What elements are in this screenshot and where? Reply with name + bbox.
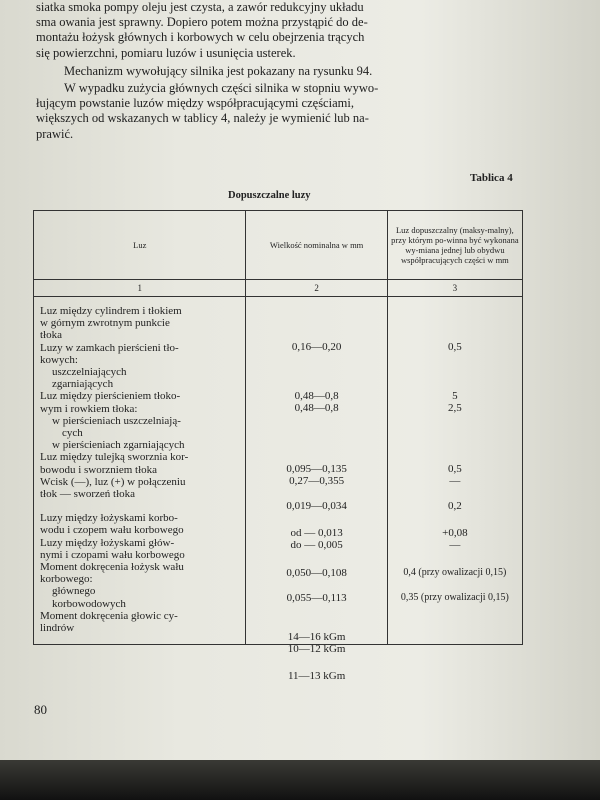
nominal-value: 0,27—0,355 [289, 475, 345, 487]
clearance-names-cell [34, 297, 246, 645]
intro-line: montażu łożysk głównych i korbowych w celu obejrzenia trących [36, 30, 365, 45]
intro-text [36, 0, 536, 142]
allowable-values-cell [387, 297, 522, 645]
column-number: 3 [387, 280, 522, 297]
row-label: Luzy w zamkach pierścieni tło- [40, 341, 179, 354]
row-label: Luzy między łożyskami korbo- [40, 512, 178, 525]
header-col3: Luz dopuszczalny (maksy-malny), przy którym po-winna być wykonana wy-miana jednej lub obydwu współpracujących części w mm [387, 211, 522, 280]
row-label: w pierścieniach uszczelniają- [52, 414, 181, 427]
row-label: uszczelniających [52, 366, 127, 379]
intro-line: się powierzchni, pomiaru luzów i usunięcia usterek. [36, 45, 296, 60]
allowable-value: 2,5 [448, 402, 462, 414]
row-label: tłoka [40, 329, 62, 342]
allowable-value: 0,4 (przy owalizacji 0,15) [403, 567, 507, 578]
clearances-table [33, 210, 523, 682]
paragraph-line: prawić. [36, 126, 74, 141]
figure-reference-paragraph: Mechanizm wywołujący silnika jest pokazany na rysunku 94. [64, 63, 373, 78]
nominal-value: 14—16 kGm [287, 631, 346, 643]
row-label: korbowodowych [52, 597, 126, 610]
nominal-values-cell [246, 297, 387, 682]
nominal-value: 0,16—0,20 [291, 341, 342, 353]
nominal-value: 0,055—0,113 [286, 592, 347, 604]
table-caption: Dopuszczalne luzy [228, 190, 311, 201]
row-label: w górnym zwrotnym punkcie [40, 317, 170, 330]
allowable-value: 0,5 [448, 341, 462, 353]
allowable-value: 0,5 [448, 463, 462, 475]
nominal-value: 0,48—0,8 [294, 402, 339, 414]
intro-line: siatka smoka pompy oleju jest czysta, a zawór redukcyjny układu [36, 0, 364, 14]
nominal-value: 10—12 kGm [287, 643, 346, 655]
row-label [40, 500, 242, 512]
allowable-value: 0,2 [448, 500, 462, 512]
page-number: 80 [34, 702, 47, 717]
row-label: wodu i czopem wału korbowego [40, 524, 184, 537]
nominal-value: 0,48—0,8 [294, 390, 339, 402]
nominal-value: 0,019—0,034 [286, 500, 347, 512]
row-label: Moment dokręcenia głowic cy- [40, 609, 178, 622]
intro-line: sma owania jest sprawny. Dopiero potem można przystąpić do de- [36, 15, 368, 30]
row-label: kowych: [40, 353, 78, 366]
row-label: Luz między tulejką sworznia kor- [40, 451, 189, 464]
allowable-value: — [449, 539, 461, 551]
row-label: nymi i czopami wału korbowego [40, 548, 185, 561]
row-label: tłok — sworzeń tłoka [40, 488, 136, 501]
column-number: 1 [34, 280, 246, 297]
background-surface [0, 760, 600, 800]
nominal-value: od — 0,013 [290, 527, 343, 539]
row-label: Luz między pierścieniem tłoko- [40, 390, 181, 403]
header-col2: Wielkość nominalna w mm [246, 211, 387, 280]
nominal-value: 0,050—0,108 [286, 567, 347, 579]
nominal-value: 0,095—0,135 [286, 463, 347, 475]
paragraph-line: łującym powstanie luzów między współpracującymi częściami, [36, 96, 354, 111]
row-label: Wcisk (—), luz (+) w połączeniu [40, 475, 186, 488]
paragraph-line: większych od wskazanych w tablicy 4, należy je wymienić lub na- [36, 111, 369, 126]
row-label: wym i rowkiem tłoka: [40, 402, 138, 415]
column-number: 2 [246, 280, 387, 297]
row-label: cych [62, 427, 83, 440]
nominal-value: 11—13 kGm [287, 670, 346, 682]
row-label: w pierścieniach zgarniających [52, 439, 185, 452]
allowable-value: +0,08 [442, 527, 468, 539]
row-label: zgarniających [52, 378, 114, 391]
table-number: Tablica 4 [470, 172, 513, 184]
nominal-value: do — 0,005 [290, 539, 343, 551]
row-label: lindrów [40, 622, 75, 635]
allowable-value: — [449, 475, 461, 487]
row-label: Moment dokręcenia łożysk wału [40, 561, 184, 574]
row-label: głównego [52, 585, 96, 598]
row-label: bowodu i sworzniem tłoka [40, 463, 158, 476]
row-label: Luz między cylindrem i tłokiem [40, 305, 182, 317]
paragraph-line: W wypadku zużycia głównych części silnika w stopniu wywo- [64, 81, 379, 96]
allowable-value: 0,35 (przy owalizacji 0,15) [400, 592, 509, 603]
header-col1: Luz [34, 211, 246, 280]
row-label: korbowego: [40, 573, 93, 586]
allowable-value: 5 [452, 390, 458, 402]
row-label: Luzy między łożyskami głów- [40, 536, 175, 549]
